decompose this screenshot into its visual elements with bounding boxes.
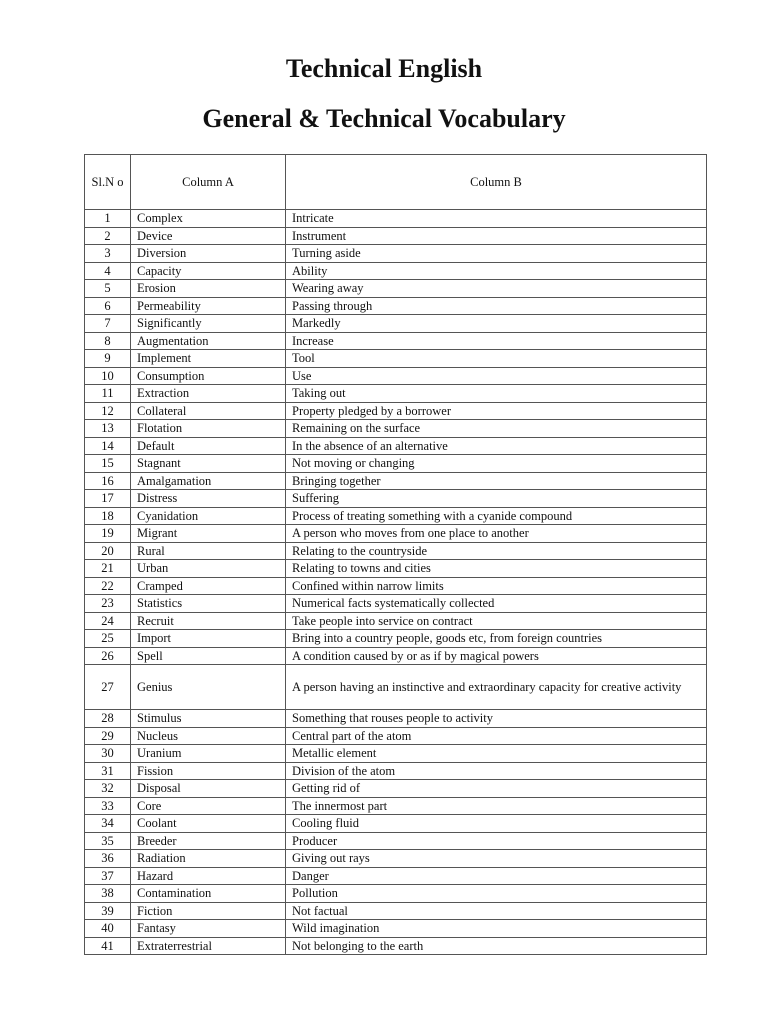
serial-number-cell: 10 [85,367,131,385]
table-row [85,210,707,228]
serial-number-cell: 8 [85,332,131,350]
meaning-cell: Tool [286,350,707,368]
table-row [85,420,707,438]
meaning-cell: A person who moves from one place to another [286,525,707,543]
meaning-cell: Ability [286,262,707,280]
term-cell: Cyanidation [131,507,286,525]
meaning-cell: Increase [286,332,707,350]
table-row [85,832,707,850]
serial-number-cell: 2 [85,227,131,245]
table-row [85,885,707,903]
serial-number-cell: 13 [85,420,131,438]
table-row [85,745,707,763]
serial-number-cell: 24 [85,612,131,630]
meaning-cell: Wearing away [286,280,707,298]
table-row [85,385,707,403]
term-cell: Radiation [131,850,286,868]
serial-number-cell: 17 [85,490,131,508]
meaning-cell: Metallic element [286,745,707,763]
table-row [85,850,707,868]
table-row [85,472,707,490]
table-row [85,402,707,420]
table-row [85,867,707,885]
term-cell: Fantasy [131,920,286,938]
meaning-cell: Numerical facts systematically collected [286,595,707,613]
meaning-cell: The innermost part [286,797,707,815]
meaning-cell: Property pledged by a borrower [286,402,707,420]
serial-number-cell: 21 [85,560,131,578]
serial-number-cell: 36 [85,850,131,868]
table-row [85,525,707,543]
table-row [85,297,707,315]
table-row [85,227,707,245]
term-cell: Collateral [131,402,286,420]
term-cell: Implement [131,350,286,368]
meaning-cell: Bringing together [286,472,707,490]
meaning-cell: Giving out rays [286,850,707,868]
table-row [85,542,707,560]
table-row [85,902,707,920]
table-row [85,350,707,368]
meaning-cell: Intricate [286,210,707,228]
term-cell: Statistics [131,595,286,613]
meaning-cell: Markedly [286,315,707,333]
table-row [85,280,707,298]
meaning-cell: Remaining on the surface [286,420,707,438]
table-row [85,815,707,833]
serial-number-cell: 7 [85,315,131,333]
meaning-cell: A condition caused by or as if by magical powers [286,647,707,665]
serial-number-cell: 25 [85,630,131,648]
term-cell: Device [131,227,286,245]
table-row [85,332,707,350]
table-row [85,455,707,473]
meaning-cell: Producer [286,832,707,850]
term-cell: Capacity [131,262,286,280]
term-cell: Cramped [131,577,286,595]
term-cell: Import [131,630,286,648]
term-cell: Extraterrestrial [131,937,286,955]
term-cell: Genius [131,665,286,710]
serial-number-cell: 6 [85,297,131,315]
serial-number-cell: 4 [85,262,131,280]
meaning-cell: Relating to the countryside [286,542,707,560]
meaning-cell: Process of treating something with a cyanide compound [286,507,707,525]
term-cell: Contamination [131,885,286,903]
term-cell: Fission [131,762,286,780]
term-cell: Significantly [131,315,286,333]
serial-number-cell: 34 [85,815,131,833]
term-cell: Spell [131,647,286,665]
term-cell: Recruit [131,612,286,630]
term-cell: Consumption [131,367,286,385]
meaning-cell: Instrument [286,227,707,245]
serial-number-cell: 23 [85,595,131,613]
header-column-b: Column B [286,155,707,210]
meaning-cell: Not moving or changing [286,455,707,473]
meaning-cell: Turning aside [286,245,707,263]
table-row [85,595,707,613]
meaning-cell: Getting rid of [286,780,707,798]
term-cell: Flotation [131,420,286,438]
serial-number-cell: 33 [85,797,131,815]
header-column-a: Column A [131,155,286,210]
serial-number-cell: 35 [85,832,131,850]
meaning-cell: Relating to towns and cities [286,560,707,578]
table-header [85,155,707,210]
vocabulary-table [84,154,707,955]
term-cell: Urban [131,560,286,578]
table-row [85,245,707,263]
meaning-cell: A person having an instinctive and extraordinary capacity for creative activity [286,665,707,710]
term-cell: Rural [131,542,286,560]
serial-number-cell: 3 [85,245,131,263]
meaning-cell: Taking out [286,385,707,403]
document-title: Technical English [285,54,483,83]
meaning-cell: Not factual [286,902,707,920]
meaning-cell: Take people into service on contract [286,612,707,630]
serial-number-cell: 32 [85,780,131,798]
table-row [85,560,707,578]
meaning-cell: In the absence of an alternative [286,437,707,455]
serial-number-cell: 37 [85,867,131,885]
table-row [85,797,707,815]
serial-number-cell: 27 [85,665,131,710]
table-row [85,780,707,798]
serial-number-cell: 26 [85,647,131,665]
term-cell: Uranium [131,745,286,763]
term-cell: Hazard [131,867,286,885]
term-cell: Fiction [131,902,286,920]
term-cell: Stimulus [131,710,286,728]
serial-number-cell: 15 [85,455,131,473]
table-row [85,920,707,938]
meaning-cell: Something that rouses people to activity [286,710,707,728]
meaning-cell: Cooling fluid [286,815,707,833]
meaning-cell: Wild imagination [286,920,707,938]
meaning-cell: Confined within narrow limits [286,577,707,595]
meaning-cell: Central part of the atom [286,727,707,745]
term-cell: Core [131,797,286,815]
serial-number-cell: 9 [85,350,131,368]
table-row [85,367,707,385]
serial-number-cell: 12 [85,402,131,420]
meaning-cell: Not belonging to the earth [286,937,707,955]
table-row [85,262,707,280]
table-row [85,762,707,780]
header-serial-number: Sl.N o [85,155,131,210]
table-row [85,710,707,728]
table-row [85,577,707,595]
table-row [85,490,707,508]
table-row [85,507,707,525]
meaning-cell: Use [286,367,707,385]
serial-number-cell: 41 [85,937,131,955]
serial-number-cell: 19 [85,525,131,543]
serial-number-cell: 18 [85,507,131,525]
term-cell: Complex [131,210,286,228]
term-cell: Nucleus [131,727,286,745]
term-cell: Disposal [131,780,286,798]
term-cell: Stagnant [131,455,286,473]
term-cell: Coolant [131,815,286,833]
table-row [85,727,707,745]
term-cell: Migrant [131,525,286,543]
meaning-cell: Suffering [286,490,707,508]
header-row [85,155,707,210]
serial-number-cell: 20 [85,542,131,560]
table-row [85,647,707,665]
serial-number-cell: 39 [85,902,131,920]
serial-number-cell: 31 [85,762,131,780]
term-cell: Erosion [131,280,286,298]
term-cell: Permeability [131,297,286,315]
meaning-cell: Passing through [286,297,707,315]
term-cell: Diversion [131,245,286,263]
table-row [85,612,707,630]
term-cell: Default [131,437,286,455]
serial-number-cell: 30 [85,745,131,763]
term-cell: Amalgamation [131,472,286,490]
meaning-cell: Division of the atom [286,762,707,780]
table-row [85,665,707,710]
table-body [85,210,707,955]
serial-number-cell: 5 [85,280,131,298]
meaning-cell: Bring into a country people, goods etc, from foreign countries [286,630,707,648]
serial-number-cell: 22 [85,577,131,595]
serial-number-cell: 1 [85,210,131,228]
term-cell: Distress [131,490,286,508]
term-cell: Augmentation [131,332,286,350]
table-row [85,937,707,955]
table-row [85,315,707,333]
term-cell: Extraction [131,385,286,403]
serial-number-cell: 40 [85,920,131,938]
term-cell: Breeder [131,832,286,850]
serial-number-cell: 29 [85,727,131,745]
serial-number-cell: 14 [85,437,131,455]
meaning-cell: Pollution [286,885,707,903]
serial-number-cell: 11 [85,385,131,403]
document-subtitle: General & Technical Vocabulary [202,104,566,133]
table-row [85,437,707,455]
table-row [85,630,707,648]
meaning-cell: Danger [286,867,707,885]
serial-number-cell: 28 [85,710,131,728]
serial-number-cell: 38 [85,885,131,903]
serial-number-cell: 16 [85,472,131,490]
